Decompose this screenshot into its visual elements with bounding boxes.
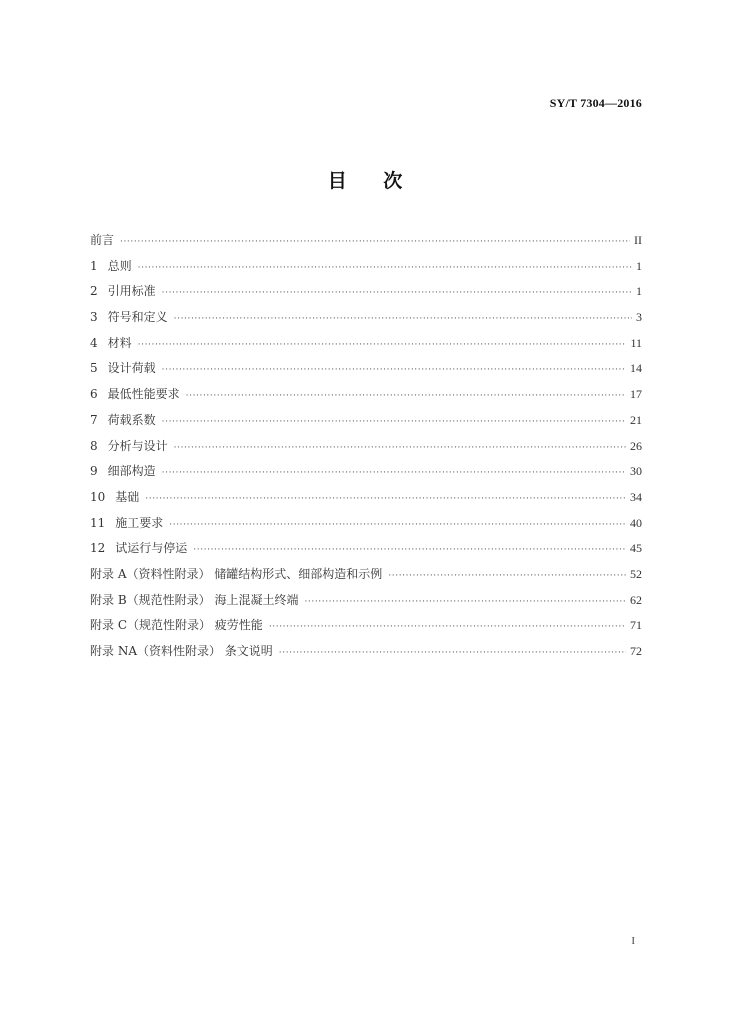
toc-entry[interactable] — [90, 592, 642, 618]
toc-entry-label: 试运行与停运 — [115, 541, 188, 556]
toc-entry-page: 45 — [630, 541, 642, 556]
toc-entry-page: 52 — [630, 566, 642, 581]
standard-number: SY/T 7304—2016 — [549, 96, 642, 110]
toc-entry[interactable] — [90, 412, 642, 438]
toc-entry-number: 5 — [90, 361, 98, 376]
toc-entry-label: 最低性能要求 — [107, 387, 180, 402]
toc-entry-page: 21 — [630, 412, 642, 427]
toc-entry-label: 材料 — [107, 335, 132, 350]
toc-entry-page: 1 — [636, 284, 642, 299]
toc-entry[interactable] — [90, 515, 642, 541]
toc-entry-page: 72 — [630, 644, 642, 658]
toc-leader-dots — [162, 414, 626, 430]
toc-entry-label: 符号和定义 — [107, 310, 168, 325]
toc-entry-number: 8 — [90, 438, 98, 453]
toc-entry-number: 9 — [90, 464, 98, 479]
toc-entry-label: 分析与设计 — [107, 438, 168, 453]
toc-entry-number: 3 — [90, 310, 98, 325]
toc-leader-dots — [162, 285, 632, 301]
toc-entry-label: 总则 — [107, 258, 132, 273]
toc-entry-number: 7 — [90, 412, 98, 427]
toc-entry-label: 附录 C（规范性附录） 疲劳性能 — [90, 618, 263, 633]
toc-leader-dots — [174, 440, 626, 456]
toc-entry-page: 34 — [630, 489, 642, 504]
toc-entry-number: 2 — [90, 284, 98, 299]
toc-entry[interactable] — [90, 566, 642, 592]
toc-entry-number: 10 — [90, 489, 106, 504]
toc-leader-dots — [138, 337, 627, 353]
toc-entry-page: 1 — [636, 258, 642, 273]
toc-entry-page: 14 — [630, 361, 642, 376]
toc-entry-label: 施工要求 — [115, 515, 164, 530]
toc-entry[interactable] — [90, 386, 642, 412]
toc-entry-page: II — [634, 233, 642, 247]
toc-entry[interactable] — [90, 540, 642, 566]
toc-leader-dots — [162, 362, 626, 378]
toc-entry-page: 11 — [630, 335, 642, 350]
toc-leader-dots — [186, 388, 626, 404]
toc-leader-dots — [138, 260, 632, 276]
toc-leader-dots — [304, 594, 626, 610]
toc-entry[interactable] — [90, 643, 642, 669]
toc-leader-dots — [388, 568, 626, 584]
page-title: 目 次 — [327, 170, 403, 192]
toc-entry[interactable] — [90, 232, 642, 258]
toc-entry-page: 40 — [630, 515, 642, 530]
toc-leader-dots — [269, 619, 626, 635]
toc-entry-page: 26 — [630, 438, 642, 453]
toc-entry-label: 前言 — [90, 233, 115, 247]
toc-entry[interactable] — [90, 489, 642, 515]
toc-entry[interactable] — [90, 335, 642, 361]
toc-entry-label: 细部构造 — [107, 464, 156, 479]
toc-entry[interactable] — [90, 617, 642, 643]
toc-entry-number: 4 — [90, 335, 98, 350]
toc-leader-dots — [193, 542, 626, 558]
toc-entry-label: 设计荷载 — [107, 361, 156, 376]
toc-entry[interactable] — [90, 258, 642, 284]
toc-entry[interactable] — [90, 463, 642, 489]
toc-entry[interactable] — [90, 360, 642, 386]
toc-leader-dots — [169, 517, 626, 533]
toc-entry-page: 62 — [630, 592, 642, 607]
toc-entry-label: 引用标准 — [107, 284, 156, 299]
toc-entry-label: 附录 NA（资料性附录） 条文说明 — [90, 644, 273, 658]
toc-entry-label: 附录 A（资料性附录） 储罐结构形式、细部构造和示例 — [90, 566, 383, 581]
table-of-contents — [90, 232, 642, 669]
toc-entry-page: 17 — [630, 387, 642, 402]
toc-entry-page: 3 — [636, 310, 642, 325]
toc-entry-page: 71 — [630, 618, 642, 633]
toc-entry[interactable] — [90, 283, 642, 309]
toc-entry[interactable] — [90, 309, 642, 335]
page-number: I — [631, 935, 635, 947]
toc-leader-dots — [174, 311, 632, 327]
toc-leader-dots — [120, 234, 630, 250]
toc-entry-label: 荷载系数 — [107, 412, 156, 427]
toc-leader-dots — [145, 491, 626, 507]
toc-leader-dots — [279, 645, 626, 661]
toc-entry-number: 6 — [90, 387, 98, 402]
toc-entry-number: 12 — [90, 541, 106, 556]
toc-entry-number: 11 — [90, 515, 106, 530]
toc-leader-dots — [162, 465, 626, 481]
toc-entry[interactable] — [90, 438, 642, 464]
toc-entry-number: 1 — [90, 258, 98, 273]
toc-entry-page: 30 — [630, 464, 642, 479]
toc-entry-label: 附录 B（规范性附录） 海上混凝土终端 — [90, 592, 299, 607]
toc-entry-label: 基础 — [115, 489, 140, 504]
